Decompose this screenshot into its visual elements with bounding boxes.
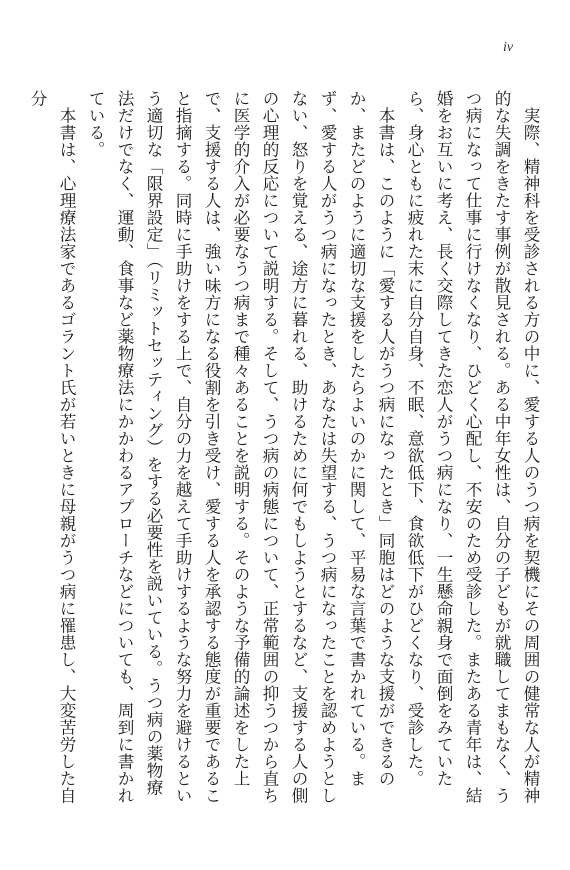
body-text (28, 90, 545, 810)
paragraph-1: 実際、精神科を受診される方の中に、愛する人のうつ病を契機にその周囲の健常な人が精神的な失調をきたす事例が散見される。ある中年女性は、自分の子どもが就職してまもなく、うつ病になって仕事に行けなくなり、ひどく心配し、不安のため受診した。またある青年は、結婚をお互いに考え、長く交際してきた恋人がうつ病になり、一生懸命親身で面倒をみていたら、身心ともに疲れた末に自分自身、不眠、意欲低下、食欲低下がひどくなり、受診した。 (405, 90, 540, 804)
paragraph-3: 本書は、心理療法家であるゴラント氏が若いときに母親がうつ病に罹患し、大変苦労した自分 (28, 90, 76, 804)
paragraph-2: 本書は、このように「愛する人がうつ病になったとき」同胞はどのような支援ができるのか、またどのように適切な支援をしたらよいのかに関して、平易な言葉で書かれている。まず、愛する人がうつ病になったとき、あなたは失望する、うつ病になったことを認めようとしない、怒りを覚える、途方に暮れる、助けるために何でもしようとするなど、支援する人の側の心理的反応について説明する。そして、うつ病の病態について、正常範囲の抑うつから直ちに医学的介入が必要なうつ病まで種々あることを説明する。そのような予備的論述をした上で、支援する人は、強い味方になる役割を引き受け、愛する人を承認する態度が重要であること指摘する。同時に手助けをする上で、自分の力を越えて手助けするような努力を避けるという適切な「限界設定」（リミットセッティング）をする必要性を説いている。うつ病の薬物療法だけでなく、運動、食事など薬物療法にかかわるアプローチなどについても、周到に書かれている。 (86, 90, 395, 804)
page-number: iv (503, 40, 514, 55)
